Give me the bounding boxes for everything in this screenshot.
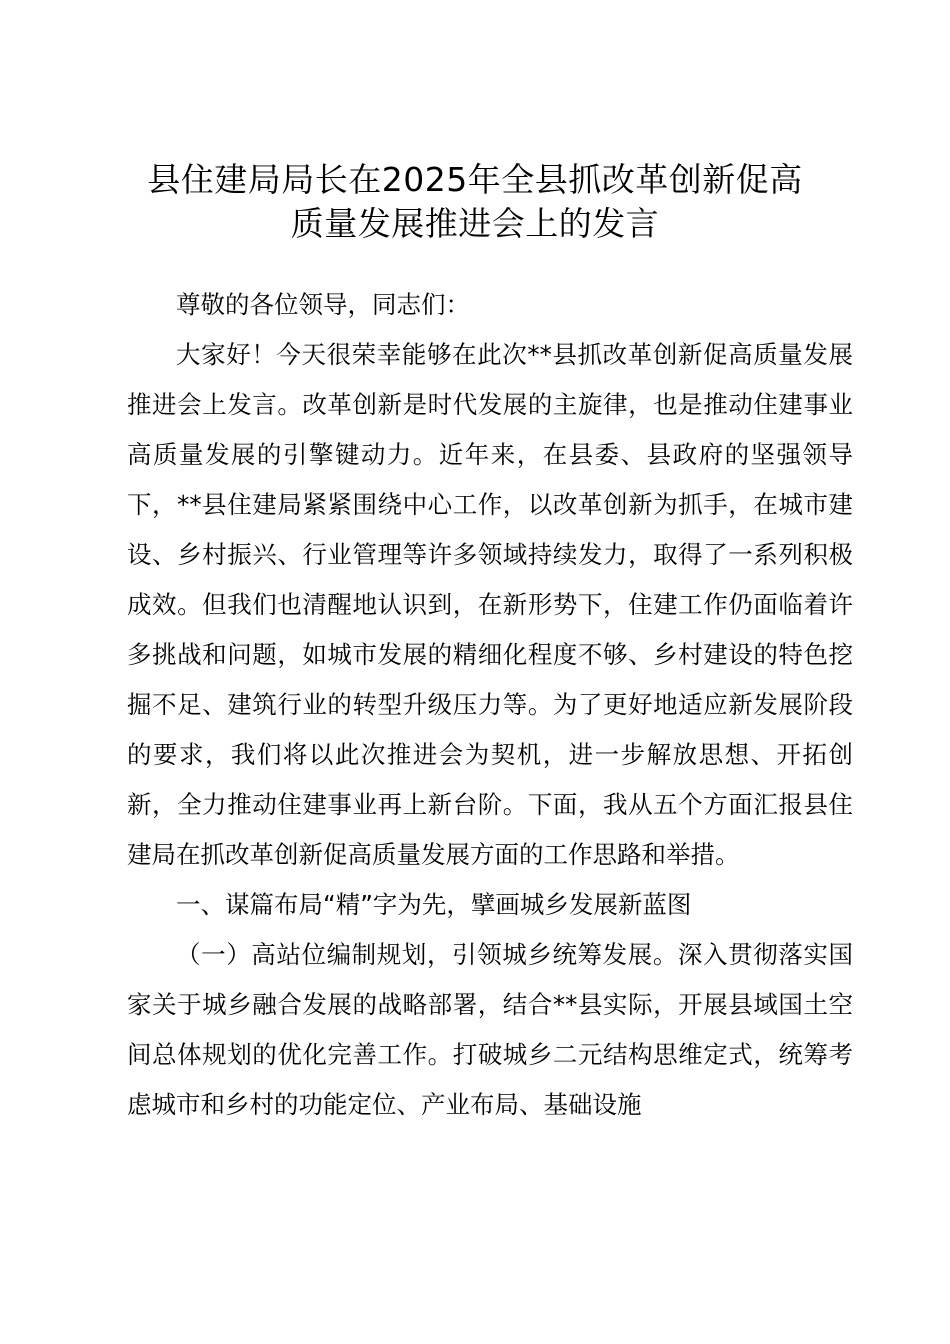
section-heading-1: 一、谋篇布局“精”字为先，擘画城乡发展新蓝图 [176, 890, 692, 919]
document-body [127, 280, 853, 1130]
salutation: 尊敬的各位领导，同志们： [176, 290, 470, 319]
title-line-1: 县住建局局长在2025年全县抓改革创新促高 [147, 160, 803, 199]
paragraph-intro: 大家好！今天很荣幸能够在此次**县抓改革创新促高质量发展推进会上发言。改革创新是时代发展的主旋律，也是推动住建事业高质量发展的引擎键动力。近年来，在县委、县政府的坚强领导下，**县住建局紧紧围绕中心工作，以改革创新为抓手，在城市建设、乡村振兴、行业管理等许多领域持续发力，取得了一系列积极成效。但我们也清醒地认识到，在新形势下，住建工作仍面临着许多挑战和问题，如城市发展的精细化程度不够、乡村建设的特色挖掘不足、建筑行业的转型升级压力等。为了更好地适应新发展阶段的要求，我们将以此次推进会为契机，进一步解放思想、开拓创新，全力推动住建事业再上新台阶。下面，我从五个方面汇报县住建局在抓改革创新促高质量发展方面的工作思路和举措。 [127, 340, 853, 869]
title-line-2: 质量发展推进会上的发言 [290, 204, 660, 243]
paragraph-planning: （一）高站位编制规划，引领城乡统筹发展。深入贯彻落实国家关于城乡融合发展的战略部署，结合**县实际，开展县域国土空间总体规划的优化完善工作。打破城乡二元结构思维定式，统筹考虑城市和乡村的功能定位、产业布局、基础设施 [127, 940, 853, 1119]
document-title [110, 158, 840, 246]
